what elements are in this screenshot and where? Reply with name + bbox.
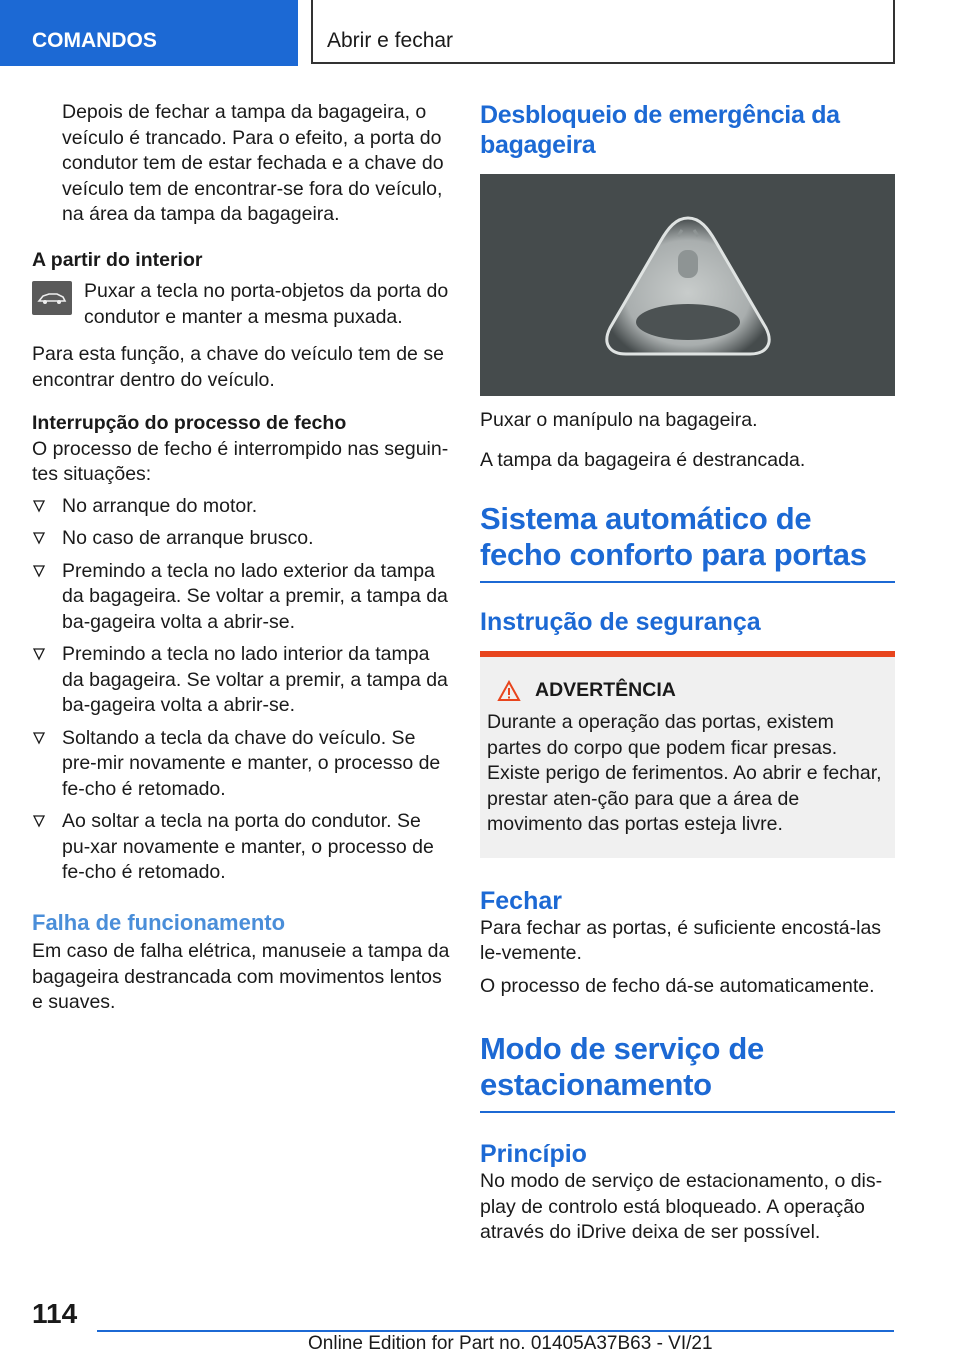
interior-instruction bbox=[32, 279, 450, 330]
list-item: Premindo a tecla no lado interior da tampa da bagageira. Se voltar a premir, a tampa da ba-gageira volta a abrir-se. bbox=[32, 642, 450, 719]
emergency-heading: Desbloqueio de emergência da bagageira bbox=[480, 101, 840, 159]
auto-close-heading: Sistema automático de fecho conforto para portas bbox=[480, 501, 867, 572]
list-item: Ao soltar a tecla na porta do condutor. Se pu-xar novamente e manter, o processo de fe-cho é retomado. bbox=[32, 809, 450, 886]
car-unlock-icon bbox=[32, 281, 72, 315]
malfunction-heading: Falha de funcionamento bbox=[32, 909, 286, 935]
principle-heading: Princípio bbox=[480, 1140, 587, 1168]
list-item: No caso de arranque brusco. bbox=[32, 526, 450, 552]
principle-text: No modo de serviço de estacionamento, o dis-play de controlo está bloqueado. A operação através do iDrive deixa de ser possível. bbox=[480, 1170, 883, 1243]
safety-heading: Instrução de segurança bbox=[480, 608, 761, 636]
interrupt-intro: O processo de fecho é interrompido nas seguin-tes situações: bbox=[32, 437, 449, 485]
triangle-bullet-icon bbox=[32, 530, 46, 546]
page-title: Abrir e fechar bbox=[311, 0, 895, 64]
left-column bbox=[32, 100, 450, 1016]
triangle-bullet-icon bbox=[32, 730, 46, 746]
right-column bbox=[480, 100, 895, 1246]
page-number: 114 bbox=[32, 1298, 78, 1329]
malfunction-text: Em caso de falha elétrica, manuseie a tampa da bagageira destrancada com movimentos lentos e suaves. bbox=[32, 940, 450, 1013]
triangle-bullet-icon bbox=[32, 563, 46, 579]
trunk-release-handle-photo bbox=[480, 174, 895, 396]
emergency-step-1: Puxar o manípulo na bagageira. bbox=[480, 409, 758, 431]
intro-paragraph: Depois de fechar a tampa da bagageira, o veículo é trancado. Para o efeito, a porta do condutor tem de estar fechada e a chave do veículo tem de encontrar-se fora do veículo, na área da tampa da bagageira. bbox=[62, 101, 444, 225]
list-item: Soltando a tecla da chave do veículo. Se pre-mir novamente e manter, o processo de fe-cho é retomado. bbox=[32, 726, 450, 803]
interrupt-list bbox=[32, 494, 450, 886]
interior-instruction-text: Puxar a tecla no porta-objetos da porta do condutor e manter a mesma puxada. bbox=[84, 280, 449, 328]
edition-note: Online Edition for Part no. 01405A37B63 - VI/21 bbox=[308, 1333, 713, 1354]
heading-rule bbox=[480, 1111, 895, 1113]
section-tab: COMANDOS bbox=[0, 0, 298, 66]
warning-box bbox=[480, 651, 895, 858]
triangle-bullet-icon bbox=[32, 813, 46, 829]
heading-rule bbox=[480, 581, 895, 583]
emergency-step-2: A tampa da bagageira é destrancada. bbox=[480, 448, 806, 471]
list-item: Premindo a tecla no lado exterior da tampa da bagageira. Se voltar a premir, a tampa da ba-gageira volta a abrir-se. bbox=[32, 559, 450, 636]
footer-rule bbox=[97, 1330, 894, 1332]
warning-title: ADVERTÊNCIA bbox=[535, 679, 676, 701]
close-text-1: Para fechar as portas, é suficiente encostá-las le-vemente. bbox=[480, 916, 882, 964]
interrupt-heading: Interrupção do processo de fecho bbox=[32, 412, 347, 434]
warning-triangle-icon bbox=[497, 680, 521, 702]
interior-heading: A partir do interior bbox=[32, 248, 203, 271]
warning-text: Durante a operação das portas, existem partes do corpo que podem ficar presas. Existe perigo de ferimentos. Ao abrir e fechar, prestar aten-ção para que a área de movimento das portas esteja livre. bbox=[487, 711, 882, 835]
list-item: No arranque do motor. bbox=[32, 494, 450, 520]
close-text-2: O processo de fecho dá-se automaticamente. bbox=[480, 974, 875, 997]
triangle-bullet-icon bbox=[32, 498, 46, 514]
warning-title-row bbox=[487, 679, 887, 702]
triangle-bullet-icon bbox=[32, 646, 46, 662]
close-heading: Fechar bbox=[480, 886, 562, 915]
parking-mode-heading: Modo de serviço de estacionamento bbox=[480, 1031, 764, 1102]
function-note: Para esta função, a chave do veículo tem de se encontrar dentro do veículo. bbox=[32, 343, 444, 391]
